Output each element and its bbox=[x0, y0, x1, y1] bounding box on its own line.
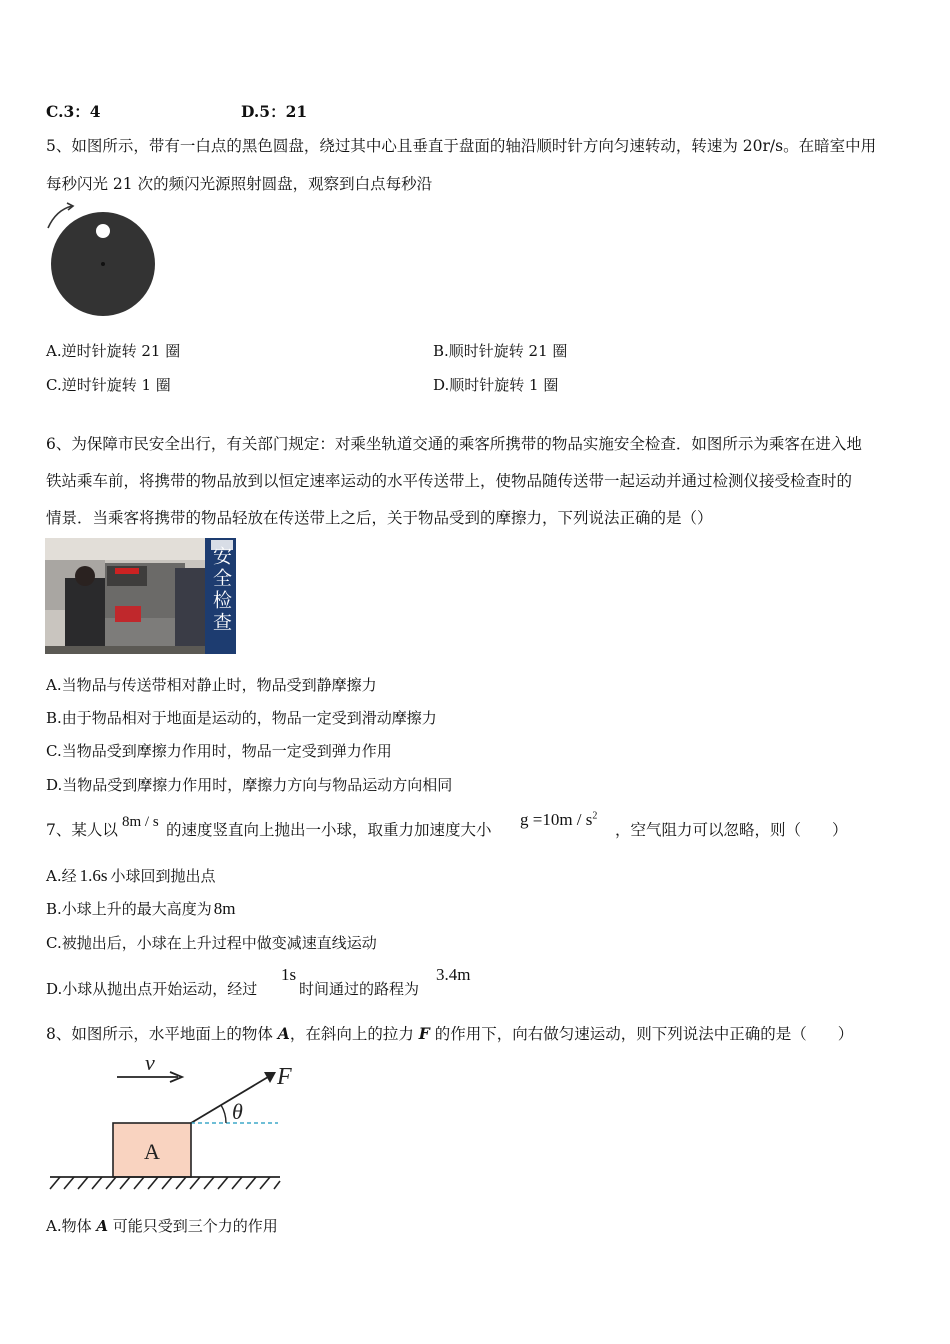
q7-option-b-height: 8m bbox=[213, 899, 236, 918]
q7-option-a-prefix: A.经 bbox=[46, 867, 77, 885]
q7-option-c: C.被抛出后，小球在上升过程中做变减速直线运动 bbox=[46, 934, 377, 952]
q6-option-c: C.当物品受到摩擦力作用时，物品一定受到弹力作用 bbox=[46, 742, 392, 760]
q7-option-b bbox=[46, 899, 236, 919]
security-sign-text: 安全检查 bbox=[210, 546, 232, 634]
ground-hatching bbox=[50, 1177, 280, 1189]
angle-arc bbox=[221, 1105, 226, 1123]
q8-option-a-var: A bbox=[96, 1217, 109, 1235]
q6-option-b: B.由于物品相对于地面是运动的，物品一定受到滑动摩擦力 bbox=[46, 709, 437, 727]
q7-g-exponent: 2 bbox=[592, 810, 598, 822]
q7-g-expression bbox=[520, 810, 597, 830]
disk-center bbox=[101, 262, 105, 266]
q5-option-b: B.顺时针旋转 21 圈 bbox=[433, 342, 568, 360]
q7-suffix: ，空气阻力可以忽略，则（ ） bbox=[615, 821, 848, 839]
q7-option-d-time: 1s bbox=[281, 965, 297, 984]
q8-question bbox=[46, 1024, 853, 1044]
q8-text-1: 8、如图所示，水平地面上的物体 bbox=[46, 1025, 278, 1043]
q7-option-d-middle: 时间通过的路程为 bbox=[299, 980, 420, 998]
rotating-disk-figure bbox=[40, 200, 170, 325]
white-point bbox=[96, 224, 110, 238]
q8-option-a-prefix: A.物体 bbox=[46, 1217, 97, 1235]
q6-option-a: A.当物品与传送带相对静止时，物品受到静摩擦力 bbox=[46, 676, 377, 694]
block-a-label: A bbox=[144, 1139, 160, 1164]
q6-line-2: 铁站乘车前，将携带的物品放到以恒定速率运动的水平传送带上，使物品随传送带一起运动并通过检测仪接受检查时的 bbox=[46, 472, 853, 490]
q8-option-a bbox=[46, 1216, 278, 1236]
q7-option-d-distance: 3.4m bbox=[436, 965, 471, 984]
force-label: F bbox=[277, 1064, 292, 1090]
q7-middle: 的速度竖直向上抛出一小球，取重力加速度大小 bbox=[166, 821, 492, 839]
q5-option-c: C.逆时针旋转 1 圈 bbox=[46, 376, 171, 394]
q8-var-a: A bbox=[277, 1024, 290, 1043]
security-check-photo bbox=[45, 538, 236, 654]
q8-text-3: 的作用下，向右做匀速运动，则下列说法中正确的是（ ） bbox=[429, 1025, 854, 1043]
q7-g-formula: g =10m / s bbox=[520, 810, 593, 829]
q5-option-d: D.顺时针旋转 1 圈 bbox=[433, 376, 559, 394]
q7-option-d-prefix: D.小球从抛出点开始运动，经过 bbox=[46, 980, 258, 998]
q7-prefix: 7、某人以 bbox=[46, 821, 118, 839]
q7-speed: 8m / s bbox=[122, 814, 159, 830]
q6-option-d: D.当物品受到摩擦力作用时，摩擦力方向与物品运动方向相同 bbox=[46, 776, 453, 794]
q6-line-3: 情景．当乘客将携带的物品轻放在传送带上之后，关于物品受到的摩擦力，下列说法正确的是（） bbox=[46, 509, 713, 527]
angle-label: θ bbox=[232, 1099, 243, 1124]
q8-var-f: F bbox=[418, 1024, 430, 1043]
q5-option-a: A.逆时针旋转 21 圈 bbox=[46, 342, 181, 360]
q4-option-c: C.3：4 bbox=[46, 102, 101, 121]
q5-line-1: 5、如图所示，带有一白点的黑色圆盘，绕过其中心且垂直于盘面的轴沿顺时针方向匀速转动，转速为 20r/s。在暗室中用 bbox=[46, 137, 877, 155]
velocity-label: v bbox=[145, 1050, 155, 1075]
q6-line-1: 6、为保障市民安全出行，有关部门规定：对乘坐轨道交通的乘客所携带的物品实施安全检查．如图所示为乘客在进入地 bbox=[46, 435, 862, 453]
q4-option-d: D.5：21 bbox=[241, 102, 308, 121]
q5-line-2: 每秒闪光 21 次的频闪光源照射圆盘，观察到白点每秒沿 bbox=[46, 175, 433, 193]
q7-option-a-time: 1.6s bbox=[79, 866, 108, 885]
q7-option-b-text: B.小球上升的最大高度为 bbox=[46, 900, 212, 918]
q7-option-a-text: 小球回到抛出点 bbox=[110, 867, 216, 885]
q8-option-a-text: 可能只受到三个力的作用 bbox=[108, 1217, 278, 1235]
q8-text-2: ，在斜向上的拉力 bbox=[289, 1025, 419, 1043]
q7-option-a bbox=[46, 866, 216, 886]
force-diagram bbox=[40, 1050, 300, 1195]
